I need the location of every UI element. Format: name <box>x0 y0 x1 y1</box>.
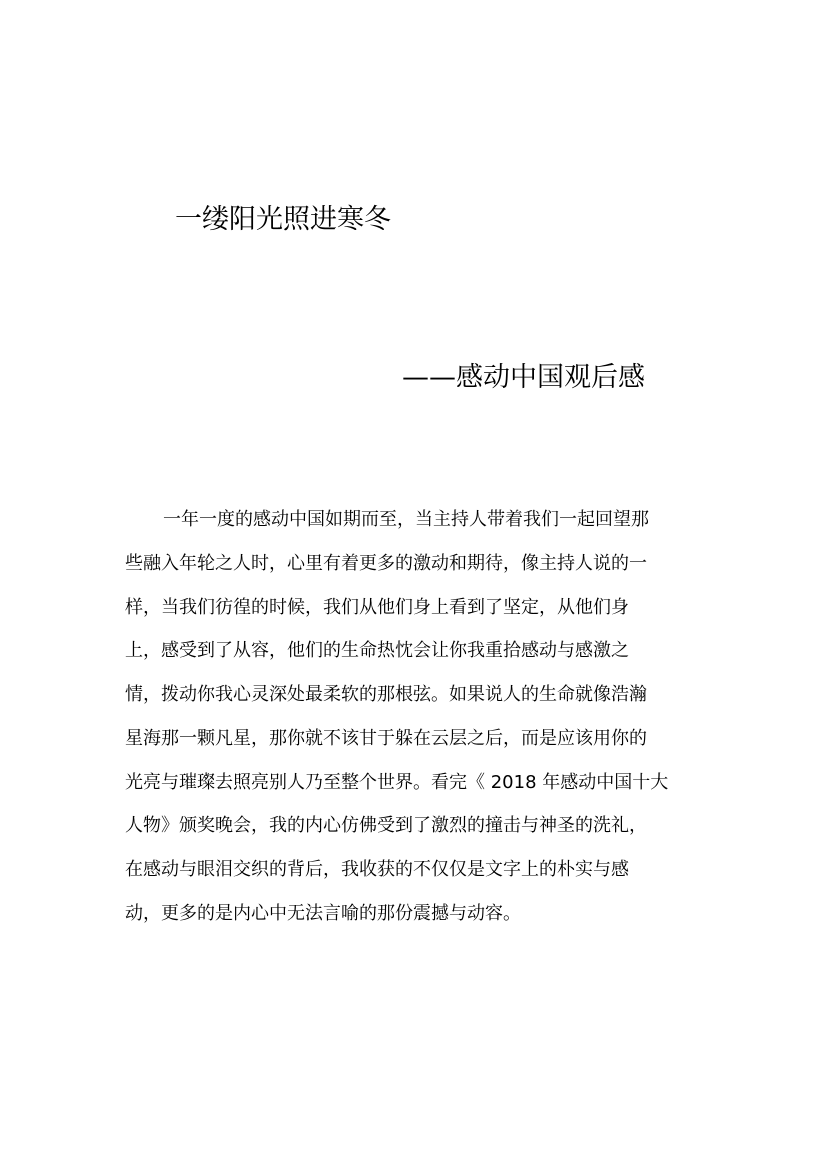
body-line: 光亮与璀璨去照亮别人乃至整个世界。看完《 2018 年感动中国十大 <box>125 772 669 793</box>
body-line: 人物》颁奖晚会，我的内心仿佛受到了激烈的撞击与神圣的洗礼， <box>125 815 647 836</box>
body-line: 一年一度的感动中国如期而至，当主持人带着我们一起回望那 <box>163 509 649 530</box>
body-line: 情，拨动你我心灵深处最柔软的那根弦。如果说人的生命就像浩瀚 <box>125 684 647 705</box>
body-line: 星海那一颗凡星，那你就不该甘于躲在云层之后，而是应该用你的 <box>125 728 647 749</box>
body-line: 动，更多的是内心中无法言喻的那份震撼与动容。 <box>125 903 521 924</box>
body-line: 样，当我们彷徨的时候，我们从他们身上看到了坚定，从他们身 <box>125 597 629 618</box>
body-line: 些融入年轮之人时，心里有着更多的激动和期待，像主持人说的一 <box>125 553 647 574</box>
document-title: 一缕阳光照进寒冬 <box>175 204 391 235</box>
body-line: 在感动与眼泪交织的背后，我收获的不仅仅是文字上的朴实与感 <box>125 859 629 880</box>
document-subtitle: ——感动中国观后感 <box>402 362 645 393</box>
body-line: 上，感受到了从容，他们的生命热忱会让你我重拾感动与感激之 <box>125 640 629 661</box>
